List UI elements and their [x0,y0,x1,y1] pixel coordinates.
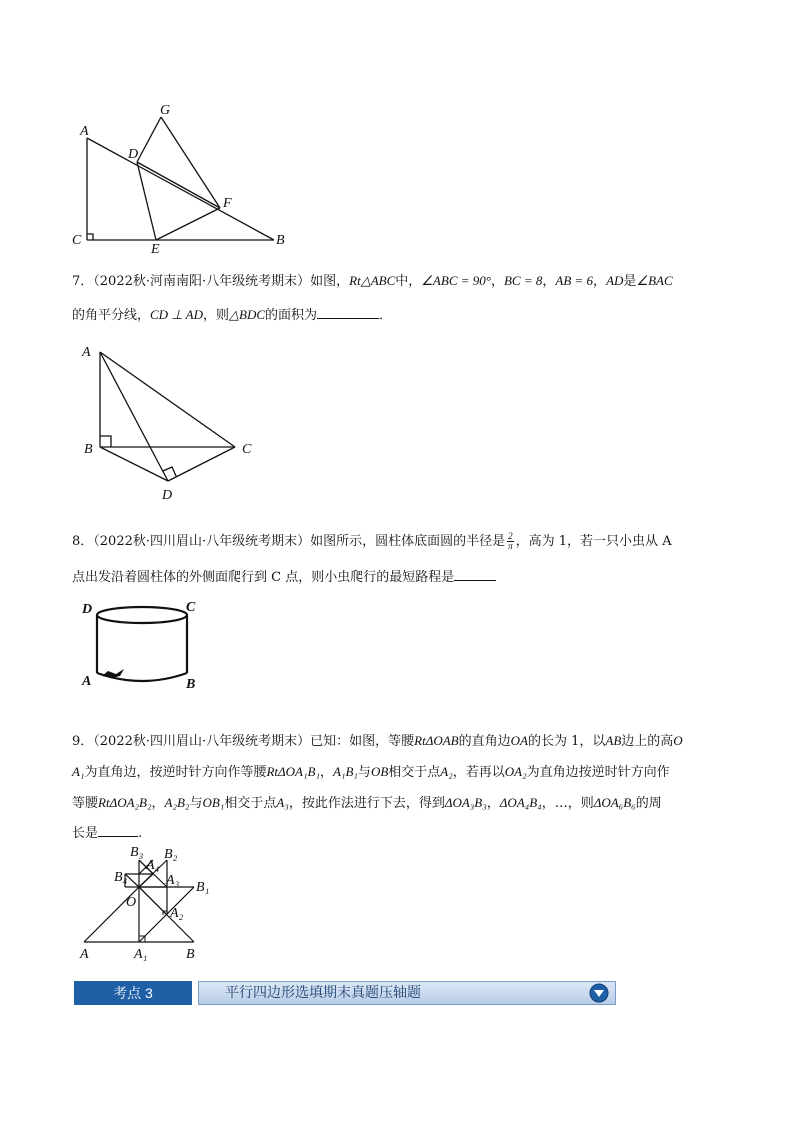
q9-line-1: 9．（2022秋·四川眉山·八年级统考期末）已知：如图，等腰RtΔOAB的直角边OA的长为 1，以AB边上的高O [72,733,683,749]
label-b: B [186,947,195,962]
q9-line-4: 长是 . [72,819,732,849]
label-c: C [72,233,82,248]
label-c: C [242,442,252,457]
q7-line-1: 7．（2022秋·河南南阳·八年级统考期末）如图，Rt△ABC中，∠ABC = 90°，BC = 8，AB = 6，AD是∠BAC [72,273,673,289]
label-a: A [82,674,92,689]
q7-line-2: 的角平分线，CD ⊥ AD，则△BDC的面积为 ． [72,298,732,332]
section-title: 平行四边形选填期末真题压轴题 [225,985,421,1001]
q8-line-2: 点出发沿着圆柱体的外侧面爬行到 C 点，则小虫爬行的最短路程是 [72,560,732,596]
label-g: G [160,103,171,118]
section-label: 考点 3 [74,981,192,1005]
label-a4: A₄ [146,858,160,873]
question-9 [72,726,732,849]
label-a3: A₃ [166,873,180,888]
section-title-bar [198,981,616,1005]
answer-blank[interactable] [98,822,138,837]
answer-blank[interactable] [454,566,496,581]
label-b: B [186,677,196,692]
q9-line-2: A₁为直角边，按逆时针方向作等腰RtΔOA₁B₁，A₁B₁与OB相交于点A₂，若再以OA₂为直角边按逆时针方向作 [72,764,670,780]
label-b3: B₃ [130,845,144,860]
label-b: B [84,442,93,457]
q9-line-3: 等腰RtΔOA₂B₂，A₂B₂与OB₁相交于点A₃，按此作法进行下去，得到ΔOA₃B₃，ΔOA₄B₄，…，则ΔOA₆B₆的周 [72,795,662,811]
label-f: F [223,196,232,211]
chevron-down-icon[interactable] [589,983,609,1003]
q9-figure [70,842,220,964]
label-b2: B₂ [164,847,178,862]
q7-figure [72,340,272,510]
label-a: A [82,345,91,360]
label-a: A [80,124,89,139]
label-b1: B₁ [196,880,210,895]
section-banner [74,981,616,1005]
label-d: D [82,602,93,617]
question-7 [72,264,732,332]
label-a1: A₁ [134,947,148,962]
label-e: E [151,242,160,255]
figure-top-triangle [60,95,300,255]
label-o: O [126,895,137,910]
label-d: D [162,488,173,503]
label-d: D [128,147,139,162]
answer-blank[interactable] [317,304,379,319]
fraction-2-over-pi: $\frac{2}{\pi}$ [508,531,513,551]
label-c: C [186,600,196,615]
question-8 [72,524,732,596]
label-b: B [276,233,285,248]
q8-line-1: 8．（2022秋·四川眉山·八年级统考期末）如图所示，圆柱体底面圆的半径是 $\frac{2}{\pi}$ ，高为 1，若一只小虫从 A [72,531,672,551]
label-b4: B₄ [114,870,128,885]
label-a2: A₂ [170,906,184,921]
bug-icon [102,669,124,678]
label-a: A [80,947,89,962]
q8-cylinder-figure [78,598,208,694]
